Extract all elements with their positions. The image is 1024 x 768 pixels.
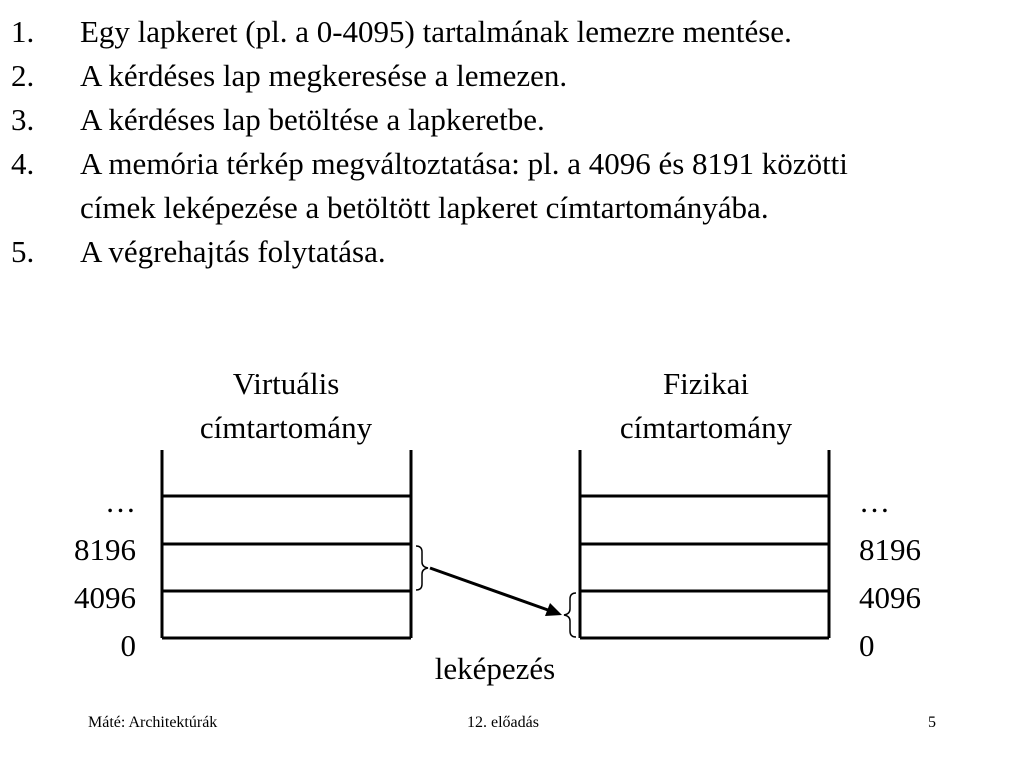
- step-number: 4.: [11, 146, 35, 181]
- step-text: A végrehajtás folytatása.: [80, 234, 386, 269]
- footer-page-number: 5: [928, 714, 936, 731]
- mapping-arrow-head: [545, 603, 562, 616]
- physical-title-line1: Fizikai: [662, 366, 750, 401]
- virtual-title-line1: Virtuális: [232, 366, 340, 401]
- step-text: A kérdéses lap betöltése a lapkeretbe.: [80, 102, 545, 137]
- virtual-address-labels: [40, 478, 136, 670]
- address-label: 8196: [74, 532, 136, 567]
- address-label: 4096: [74, 580, 136, 615]
- physical-title-line2: címtartomány: [619, 410, 793, 445]
- virtual-address-space: [162, 450, 411, 638]
- step-number: 5.: [11, 234, 35, 269]
- physical-brace: [564, 593, 576, 637]
- address-label: …: [105, 484, 136, 519]
- address-label: …: [859, 484, 890, 519]
- virtual-brace: [416, 546, 428, 590]
- step-text: A memória térkép megváltoztatása: pl. a 4096 és 8191 közötti címek leképezése a betöltött lapkeret címtartományába.: [80, 146, 848, 225]
- physical-address-labels: [859, 478, 969, 670]
- footer-lecture: 12. előadás: [467, 714, 539, 731]
- virtual-title-line2: címtartomány: [199, 410, 373, 445]
- step-number: 1.: [11, 14, 35, 49]
- step-text: A kérdéses lap megkeresése a lemezen.: [80, 58, 568, 93]
- physical-address-space: [580, 450, 829, 638]
- mapping-label: leképezés: [434, 651, 556, 686]
- address-label: 8196: [859, 532, 921, 567]
- footer-author: Máté: Architektúrák: [88, 714, 218, 731]
- address-label: 0: [120, 628, 136, 663]
- address-label: 4096: [859, 580, 921, 615]
- step-number: 2.: [11, 58, 35, 93]
- step-text: Egy lapkeret (pl. a 0-4095) tartalmának lemezre mentése.: [80, 14, 792, 49]
- address-label: 0: [859, 628, 875, 663]
- mapping-arrow-line: [430, 568, 548, 610]
- step-number: 3.: [11, 102, 35, 137]
